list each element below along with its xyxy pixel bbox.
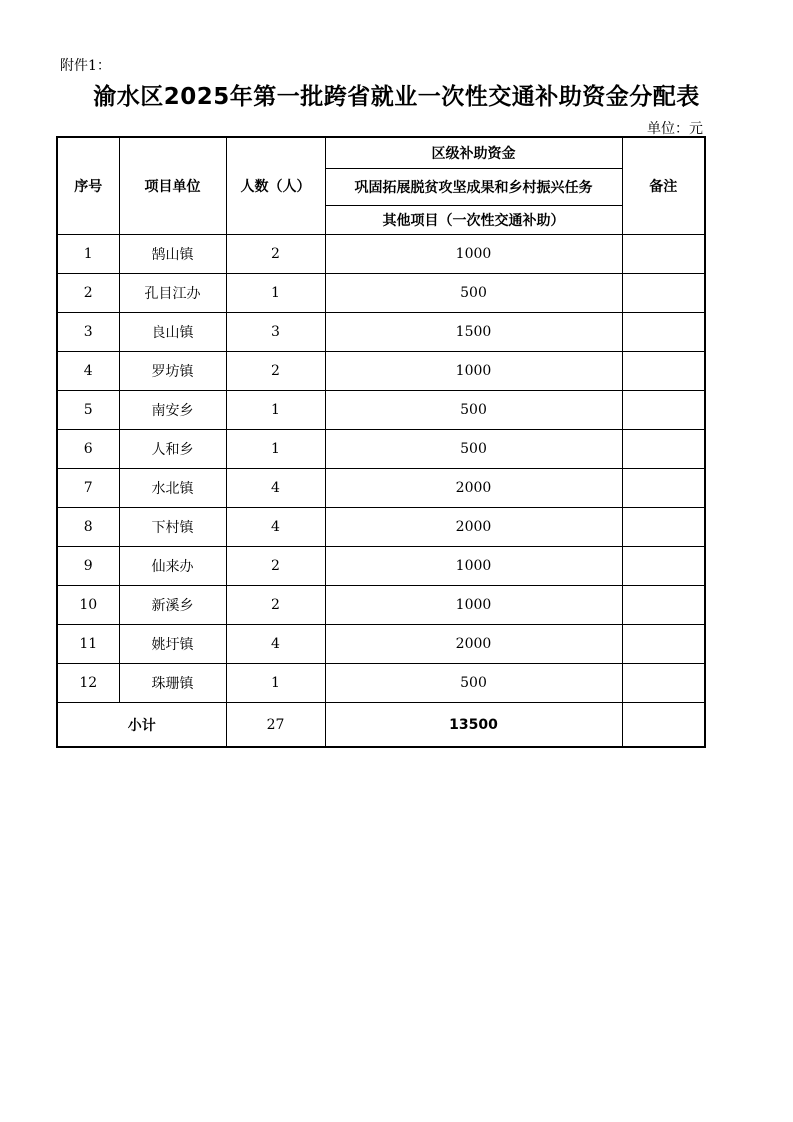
cell-unit: 水北镇 [119, 469, 226, 508]
cell-count: 1 [226, 274, 325, 313]
total-remark [622, 703, 705, 748]
cell-unit: 下村镇 [119, 508, 226, 547]
table-body [57, 235, 705, 748]
table-row [57, 625, 705, 664]
header-district-fund: 区级补助资金 [325, 137, 622, 169]
cell-seq: 5 [57, 391, 119, 430]
table-row [57, 274, 705, 313]
table-row [57, 469, 705, 508]
cell-seq: 11 [57, 625, 119, 664]
cell-count: 2 [226, 547, 325, 586]
cell-remark [622, 664, 705, 703]
table-row [57, 508, 705, 547]
cell-seq: 3 [57, 313, 119, 352]
total-amount: 13500 [325, 703, 622, 748]
cell-seq: 7 [57, 469, 119, 508]
cell-amount: 1500 [325, 313, 622, 352]
cell-count: 4 [226, 469, 325, 508]
page-title: 渝水区2025年第一批跨省就业一次性交通补助资金分配表 [93, 84, 700, 110]
cell-remark [622, 508, 705, 547]
cell-seq: 2 [57, 274, 119, 313]
header-other: 其他项目（一次性交通补助） [325, 206, 622, 235]
header-unit: 项目单位 [119, 137, 226, 235]
total-row [57, 703, 705, 748]
cell-unit: 新溪乡 [119, 586, 226, 625]
cell-count: 2 [226, 586, 325, 625]
cell-amount: 500 [325, 391, 622, 430]
cell-unit: 珠珊镇 [119, 664, 226, 703]
cell-amount: 500 [325, 274, 622, 313]
cell-seq: 6 [57, 430, 119, 469]
cell-count: 1 [226, 391, 325, 430]
cell-remark [622, 352, 705, 391]
table-row [57, 430, 705, 469]
header-seq: 序号 [57, 137, 119, 235]
attachment-label: 附件1： [60, 58, 111, 74]
cell-remark [622, 235, 705, 274]
cell-remark [622, 547, 705, 586]
cell-count: 2 [226, 235, 325, 274]
header-remark: 备注 [622, 137, 705, 235]
table-row [57, 313, 705, 352]
cell-remark [622, 625, 705, 664]
cell-remark [622, 274, 705, 313]
cell-amount: 2000 [325, 508, 622, 547]
cell-remark [622, 469, 705, 508]
cell-unit: 仙来办 [119, 547, 226, 586]
header-count: 人数（人） [226, 137, 325, 235]
cell-remark [622, 430, 705, 469]
table-row [57, 547, 705, 586]
table-header [57, 137, 705, 235]
cell-count: 2 [226, 352, 325, 391]
cell-amount: 1000 [325, 352, 622, 391]
allocation-table [56, 136, 706, 748]
total-count: 27 [226, 703, 325, 748]
cell-unit: 罗坊镇 [119, 352, 226, 391]
cell-remark [622, 586, 705, 625]
cell-count: 3 [226, 313, 325, 352]
table-row [57, 664, 705, 703]
cell-seq: 12 [57, 664, 119, 703]
cell-amount: 2000 [325, 469, 622, 508]
cell-remark [622, 313, 705, 352]
table-row [57, 235, 705, 274]
cell-amount: 1000 [325, 547, 622, 586]
cell-unit: 良山镇 [119, 313, 226, 352]
cell-amount: 500 [325, 664, 622, 703]
cell-count: 4 [226, 508, 325, 547]
cell-amount: 2000 [325, 625, 622, 664]
table-row [57, 352, 705, 391]
cell-count: 4 [226, 625, 325, 664]
cell-unit: 南安乡 [119, 391, 226, 430]
cell-amount: 500 [325, 430, 622, 469]
cell-amount: 1000 [325, 235, 622, 274]
total-label: 小计 [57, 703, 226, 748]
cell-seq: 4 [57, 352, 119, 391]
cell-seq: 10 [57, 586, 119, 625]
table-row [57, 391, 705, 430]
cell-count: 1 [226, 430, 325, 469]
cell-unit: 鹄山镇 [119, 235, 226, 274]
cell-count: 1 [226, 664, 325, 703]
cell-seq: 9 [57, 547, 119, 586]
header-task: 巩固拓展脱贫攻坚成果和乡村振兴任务 [325, 169, 622, 206]
cell-unit: 姚圩镇 [119, 625, 226, 664]
cell-unit: 孔目江办 [119, 274, 226, 313]
cell-amount: 1000 [325, 586, 622, 625]
cell-seq: 8 [57, 508, 119, 547]
cell-unit: 人和乡 [119, 430, 226, 469]
cell-seq: 1 [57, 235, 119, 274]
table-row [57, 586, 705, 625]
unit-label: 单位：元 [647, 121, 703, 137]
cell-remark [622, 391, 705, 430]
